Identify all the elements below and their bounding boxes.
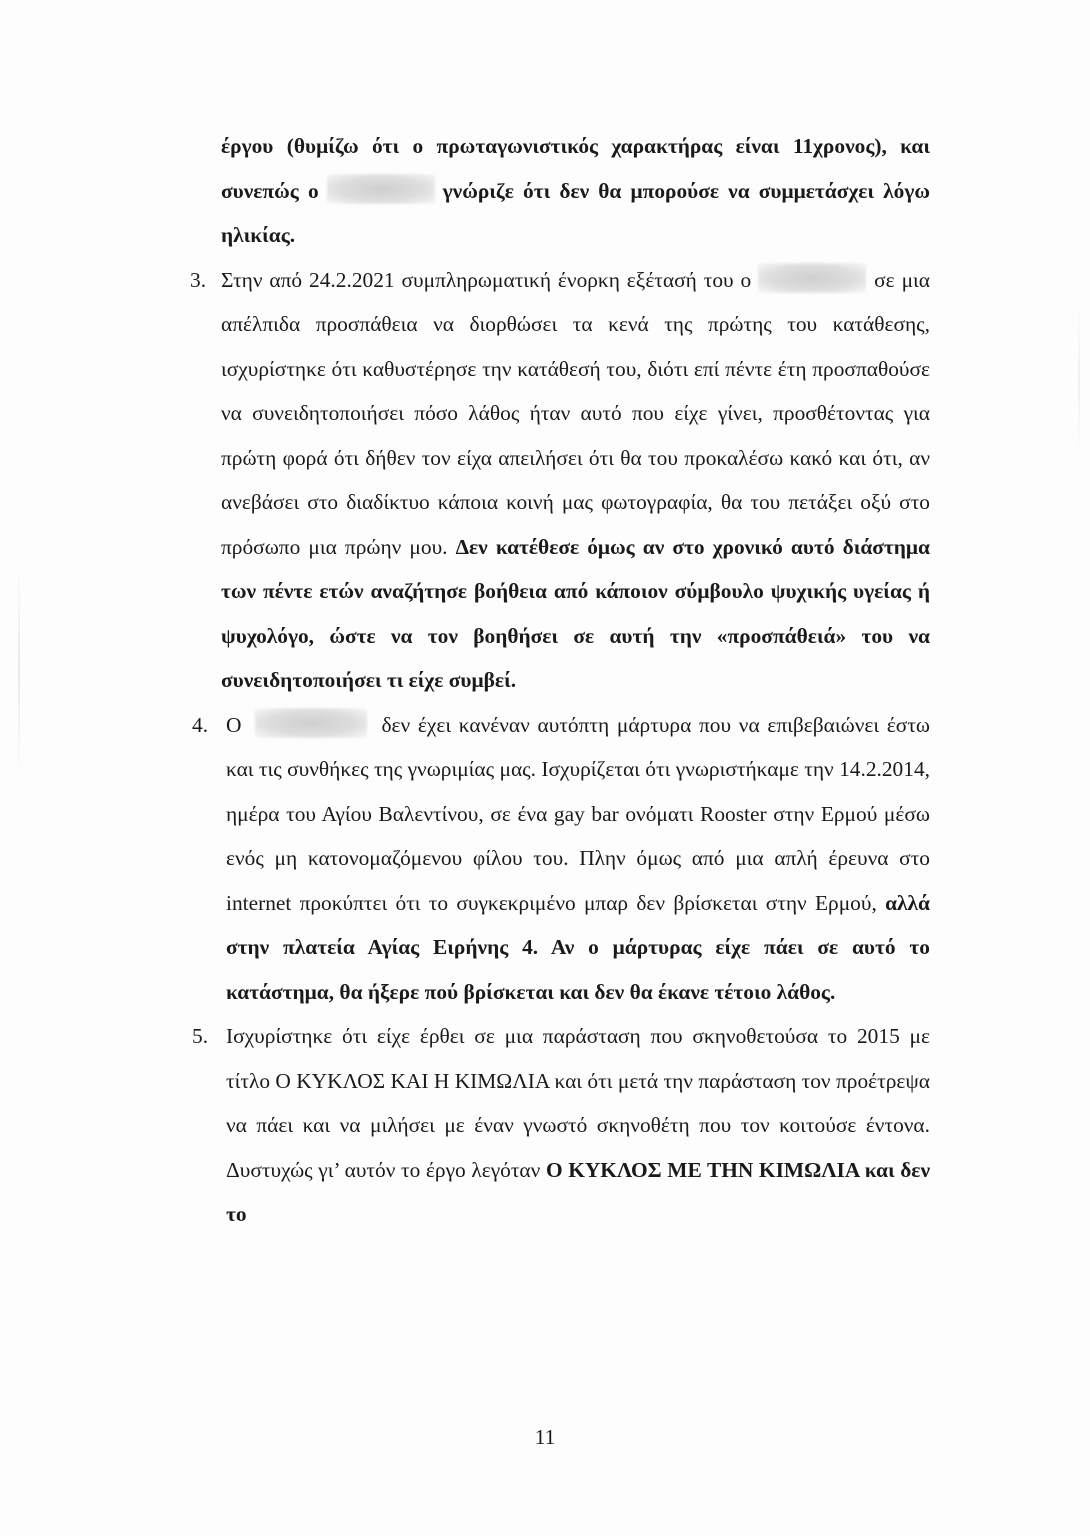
paragraph-3-bold-text: Δεν κατέθεσε όμως αν στο χρονικό αυτό διάστημα των πέντε ετών αναζήτησε βοήθεια από κάποιον σύμβουλο ψυχικής υγείας ή ψυχολόγο, ώστε να τον βοηθήσει σε αυτή την «προσπάθειά» του να συνειδητοποιήσει τι είχε συμβεί. — [221, 534, 930, 692]
scan-artifact-left — [18, 560, 20, 780]
paragraph-5 — [190, 1014, 930, 1237]
paragraph-3-number: 3. — [190, 267, 207, 292]
paragraph-4-bold-text: αλλά στην πλατεία Αγίας Ειρήνης 4. Αν ο μάρτυρας είχε πάει σε αυτό το κατάστημα, θα ήξερε πού βρίσκεται και δεν θα έκανε τέτοιο λάθος. — [226, 890, 930, 1004]
page-body — [190, 124, 930, 1237]
paragraph-3 — [190, 258, 930, 703]
paragraph-3-text-a: Στην από 24.2.2021 συμπληρωματική ένορκη εξέτασή του ο — [221, 267, 752, 292]
paragraph-4-text-b: δεν έχει κανέναν αυτόπτη μάρτυρα που να επιβεβαιώνει έστω και τις συνθήκες της γνωριμίας μας. Ισχυρίζεται ότι γνωριστήκαμε την 14.2.2014, ημέρα του Αγίου Βαλεντίνου, σε ένα gay bar ονόματι Rooster στην Ερμού μέσω ενός μη κατονομαζόμενου φίλου του. Πλην όμως από μια απλή έρευνα στο internet προκύπτει ότι το συγκεκριμένο μπαρ δεν βρίσκεται στην Ερμού, — [226, 712, 930, 915]
paragraph-4 — [190, 703, 930, 1015]
paragraph-5-bold-text: Ο ΚΥΚΛΟΣ ΜΕ ΤΗΝ ΚΙΜΩΛΙΑ και δεν το — [226, 1157, 931, 1226]
paragraph-5-text-a: Ισχυρίστηκε ότι είχε έρθει σε μια παράσταση που σκηνοθετούσα το 2015 με τίτλο Ο ΚΥΚΛΟΣ ΚΑΙ Η ΚΙΜΩΛΙΑ και ότι μετά την παράσταση τον προέτρεψα να πάει και να μιλήσει με έναν γνωστό σκηνοθέτη που τον κοιτούσε έντονα. Δυστυχώς γι’ αυτόν το έργο λεγόταν — [226, 1024, 930, 1182]
paragraph-3-text-b: σε μια απέλπιδα προσπάθεια να διορθώσει τα κενά της πρώτης του κατάθεσης, ισχυρίστηκε ότι καθυστέρησε την κατάθεσή του, διότι επί πέντε έτη προσπαθούσε να συνειδητοποιήσει πόσο λάθος ήταν αυτό που είχε γίνει, προσθέτοντας για πρώτη φορά ότι δήθεν τον είχα απειλήσει ότι θα του προκαλέσω κακό και ότι, αν ανεβάσει στο διαδίκτυο κάποια κοινή μας φωτογραφία, θα του πετάξει οξύ στο πρόσωπο μια πρώην μου. — [221, 267, 931, 559]
paragraph-5-number: 5. — [192, 1024, 209, 1048]
redacted-name — [327, 174, 435, 204]
continuation-bold-text-b: γνώριζε ότι δεν θα μπορούσε να συμμετάσχει λόγω ηλικίας. — [221, 178, 930, 247]
redacted-name — [758, 263, 866, 293]
paragraph-continuation — [190, 124, 930, 258]
paragraph-4-text-a: Ο — [226, 712, 242, 737]
paragraph-4-number: 4. — [192, 712, 209, 737]
scan-artifact-right — [1078, 300, 1080, 460]
redacted-name — [255, 708, 367, 738]
continuation-bold-text-a: έργου (θυμίζω ότι ο πρωταγωνιστικός χαρακτήρας είναι 11χρονος), και συνεπώς ο — [221, 134, 930, 203]
page-number: 11 — [534, 1425, 556, 1449]
